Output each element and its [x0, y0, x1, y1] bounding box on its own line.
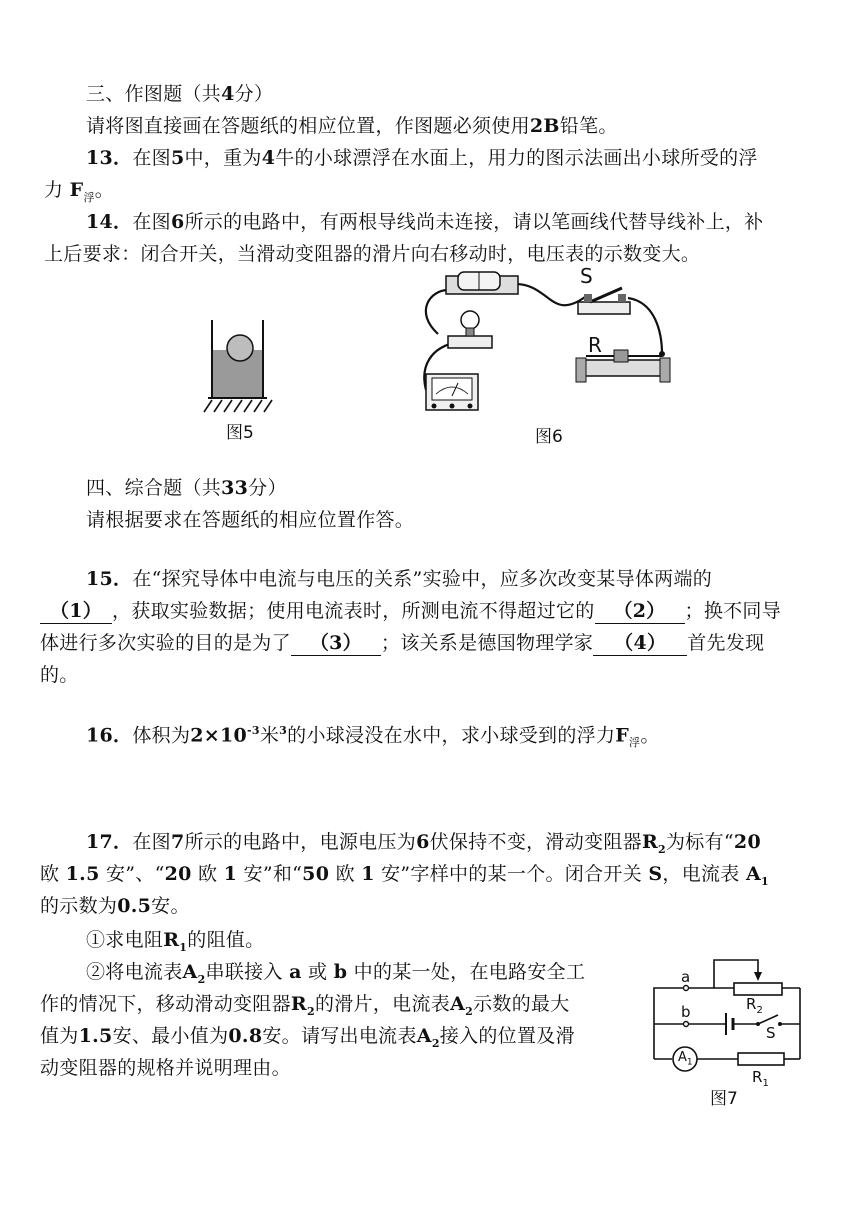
q17-sub2-line3: 值为1.5安、最小值为0.8安。请写出电流表$A_2$接入的位置及滑: [40, 1025, 575, 1050]
battery-icon: [446, 272, 518, 294]
q17-sub2-line1: ②将电流表$A_2$串联接入 a 或 b 中的某一处，在电路安全工: [86, 961, 586, 986]
figure5-beaker: [190, 320, 300, 415]
figure7-label-a: a: [681, 968, 691, 986]
q17-line3: 的示数为0.5安。: [40, 895, 190, 917]
figure7-caption: 图7: [710, 1089, 738, 1109]
q15-line2: （1） ，获取实验数据；使用电流表时，所测电流不得超过它的 （2） ；换不同导: [40, 599, 781, 624]
section3-instruction: 请将图直接画在答题纸的相应位置，作图题必须使用2B铅笔。: [86, 115, 618, 137]
voltmeter-icon: [426, 374, 478, 410]
figure6-rheostat-label: R: [588, 333, 602, 357]
q17-sub1: ①求电阻$R_1$的阻值。: [86, 929, 265, 954]
q15-line4: 的。: [40, 664, 79, 686]
q15-line1: 15．在“探究导体中电流与电压的关系”实验中，应多次改变某导体两端的: [86, 568, 713, 590]
q15-blank-3: （3）: [291, 631, 381, 656]
figure6-switch-label: S: [580, 264, 593, 288]
floating-ball: [227, 335, 253, 361]
figure7-label-a1: $A_1$: [678, 1050, 693, 1068]
q17-line1: 17．在图7所示的电路中，电源电压为6伏保持不变，滑动变阻器$R_2$为标有“20: [86, 831, 761, 856]
figure6-caption: 图6: [535, 427, 563, 447]
figure7-label-r2: $R_2$: [746, 995, 763, 1016]
q15-blank-1: （1）: [40, 599, 112, 624]
figure7-label-s: S: [766, 1024, 776, 1042]
q17-line2: 欧 1.5 安”、“20 欧 1 安”和“50 欧 1 安”字样中的某一个。闭合开关 S，电流表 $A_1$: [40, 863, 769, 888]
q14-line1: 14．在图6所示的电路中，有两根导线尚未连接，请以笔画线代替导线补上，补: [86, 211, 764, 233]
ground-hatch: [204, 400, 272, 412]
q16-line: 16．体积为$2\times 10^{-3}$米$^3$的小球浸没在水中，求小球受到的浮力$F_浮$。: [86, 724, 660, 750]
q15-blank-2: （2）: [595, 599, 685, 624]
q15-blank-4: （4）: [593, 631, 687, 656]
switch-icon: [578, 288, 630, 314]
figure7-label-r1: $R_1$: [752, 1068, 769, 1089]
figure6-circuit: [400, 262, 690, 422]
figure7-label-b: b: [681, 1003, 691, 1021]
q15-line3: 体进行多次实验的目的是为了 （3） ；该关系是德国物理学家 （4） 首先发现: [40, 632, 765, 654]
q13-line1: 13．在图5中，重为4牛的小球漂浮在水面上，用力的图示法画出小球所受的浮: [86, 147, 758, 169]
q17-sub2-line4: 动变阻器的规格并说明理由。: [40, 1057, 291, 1079]
section4-instruction: 请根据要求在答题纸的相应位置作答。: [86, 509, 415, 531]
lamp-icon: [448, 311, 492, 348]
figure5-caption: 图5: [226, 423, 254, 443]
section3-heading: 三、作图题（共4分）: [86, 83, 274, 105]
section4-heading: 四、综合题（共33分）: [86, 477, 287, 499]
q13-line2: 力 $F_浮$。: [44, 179, 115, 204]
q14-line2: 上后要求：闭合开关，当滑动变阻器的滑片向右移动时，电压表的示数变大。: [44, 243, 701, 265]
q17-sub2-line2: 作的情况下，移动滑动变阻器$R_2$的滑片，电流表$A_2$示数的最大: [40, 993, 570, 1018]
figure7-circuit: [640, 955, 810, 1095]
